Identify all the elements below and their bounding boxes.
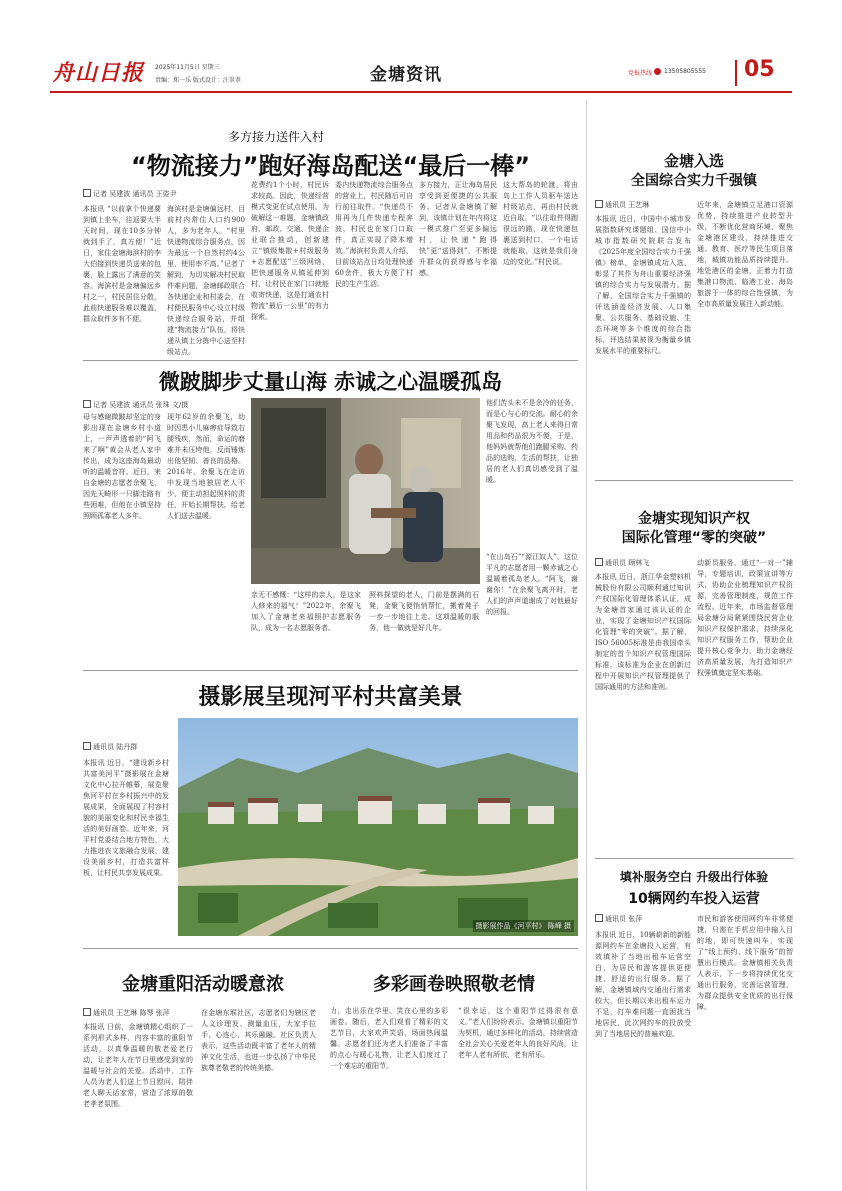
article-column: 力，走出乐在学里、笑在心里的多彩画卷。随后，老人们观看了精彩的文艺节目，大家欢声笑语，场面热闹温馨。志愿者们还为老人们准备了丰富的点心与暖心礼物，让老人们度过了一个难忘的重阳节。 <box>330 1007 448 1070</box>
column-divider <box>586 100 587 1190</box>
article-headline: 金塘入选 <box>663 152 724 170</box>
article-column: 照料探望的老人，门前是摆满的石凳，金聚飞便悄悄帮忙，搬着凳子一步一步地往上走。这项温暖的服务，他一做就是好几年。 <box>369 591 479 632</box>
article-column: 在金塘东堠社区，志愿者们为辖区老人义诊理发、测量血压，大家手拉手、心连心，其乐融融。社区负责人表示，这些活动既丰富了老年人的精神文化生活，也进一步弘扬了中华民族尊老敬老的传统美德。 <box>201 1009 316 1072</box>
article-byline <box>595 200 649 210</box>
article-column: 现年62岁的余聚飞，幼时因患小儿麻痹症导致右腿残疾，然而，命运的磨难并未压垮他，反而锤炼出他坚韧、善良的品格。2016年，余聚飞在走访中发现当地独居老人不少，便主动担起照料的责任，开始长期帮扶，给老人们送去温暖。 <box>167 413 245 520</box>
article-elderly-care <box>330 948 578 1184</box>
article-column: 亲无不感慨：“这样的亲人，是这家人修来的福气！”2022年，余聚飞加入了金塘老来福照护志愿服务队，成为一名志愿服务者。 <box>251 591 361 632</box>
article-volunteer <box>83 360 578 660</box>
village-photo <box>178 718 578 936</box>
byline-text: 通讯员 顾林飞 <box>605 559 650 567</box>
article-top-towns <box>595 138 793 468</box>
party-label: 党报热线 <box>628 70 653 77</box>
date-line: 2025年11月5日 星期三 <box>155 64 220 71</box>
article-ride-hailing <box>595 858 793 1188</box>
photo-caption: 摄影展作品《河平村》 陈峰 摄 <box>473 920 574 932</box>
masthead <box>0 0 842 95</box>
article-headline: 金塘实现知识产权 <box>638 511 750 527</box>
article-body: 本报讯 近日，“建设新乡村共富美河平”摄影展在金塘文化中心拉开帷幕，展览聚焦河平村在乡村振兴中的发展成果，全面展现了村容村貌的美丽变化和村民幸福生活的美好画卷。近年来，河平村党委结合地方特色，大力推进农文旅融合发展，建设美丽乡村，打造共富样板，让村民共享发展成果。 <box>83 759 169 877</box>
page-number: 05 <box>744 57 775 82</box>
article-byline <box>595 558 649 568</box>
article-subtitle: 多方接力送件入村 <box>228 130 325 144</box>
article-headline: “物流接力”跑好海岛配送“最后一棒” <box>130 152 531 180</box>
article-column: “很幸运，这个重阳节过得很有意义。”老人们纷纷表示。金塘镇以重阳节为契机，通过多样化的活动，持续营造全社会关心关爱老年人的良好风尚，让老年人老有所依、老有所乐。 <box>458 1007 578 1059</box>
article-headline: 微跛脚步丈量山海 赤诚之心温暖孤岛 <box>158 370 503 394</box>
section-rule <box>83 670 578 671</box>
article-column: 本报讯 近日，中国中小城市发展指数研究课题组、国信中小城市指数研究院联合发布《2025年度全国综合实力千强镇》榜单，金塘镇成功入选，彰显了其作为舟山重要经济强镇的综合实力与发展潜力。据了解，全国综合实力千强镇的评选涵盖经济发展、人口集聚、公共服务、基础设施、生态环境等多个维度的综合指标，评选结果被视为衡量乡镇发展水平的重要标尺。 <box>595 215 691 355</box>
article-headline: 摄影展呈现河平村共富美景 <box>198 685 463 710</box>
article-column: 花费约1个小时，村民诉求较高。因此，快递经营模式变更在试点使用。为破解这一难题，金塘镇政府、邮政、交通、快递企业联合推动，创新建立“镇级集散+村级服务+志愿配送”三级网络，把快递服务从镇延伸到村，让村民在家门口就能收寄快递，这是打通农村物流“最后一公里”的有力探索。 <box>251 181 329 321</box>
article-byline <box>83 742 137 752</box>
hotline-number: 13505805555 <box>664 68 706 75</box>
article-column: 多方接力，正让海岛居民享受到更便捷的公共服务。记者从金塘镇了解到，该镇计划在年内将这一模式推广至更多偏远村，让快递“跑得快”更“送得到”，不断提升群众的获得感与幸福感。 <box>419 181 497 277</box>
editor-line: 责编：郑一乐 版式设计：汪翠翠 <box>155 77 241 84</box>
article-column: 本报讯 “以前拿个快递要到镇上坐车，往返要大半天时间，现在10多分钟就到手了，真方便！”近日，家住金塘海滨村的李大伯接到快递员送来的包裹，脸上露出了满意的笑容。海滨村是金塘偏远乡村之一，村民居住分散，此前快递服务难以覆盖，群众取件多有不便。 <box>83 205 161 323</box>
section-rule <box>83 360 578 361</box>
article-column: 这大帮岛的轮渡，将由岛上工作人员驱车送达村级站点，再由村民就近自取。“以往取件得跑很远的路，现在快递包裹送到村口，一个电话就能取，这就是我们身边的变化。”村民说。 <box>503 181 578 266</box>
byline-text: 通讯员 王艺琳 <box>605 201 650 209</box>
article-column: 他们苦头未不是余冷的任务，而是心与心的交流。耐心的余聚飞发现，高上老人来得日常用品和药品很为不便，于是，他妈妈就帮他们跑腿采购。药品的选购，生活的帮扶，让独居的老人们真切感受到了温暖。 <box>486 399 578 484</box>
article-column: “在山岛石”“源江奴人”，这位平凡的志愿者用一颗赤诚之心温暖着孤岛老人。“阿飞，谢谢你！”在余聚飞离开时，老人们的声声道谢成了对他最好的回报。 <box>486 553 578 616</box>
article-byline <box>595 914 642 924</box>
article-headline: 金塘重阳活动暖意浓 <box>122 974 284 995</box>
article-column: 海滨村是金塘偏远村，目前村内常住人口约900人，多为老年人。“村里快递物流综合服务点，因为最远一个自然村约4公里，使用率不高。”记者了解到，为切实解决村民取件难问题，金塘邮政联合各快递企业和村委会，在村便民服务中心设立村级快递综合服务站，并组建“物流接力”队伍，将快递从镇上分拣中心送至村级站点。 <box>167 205 245 356</box>
article-headline: 10辆网约车投入运营 <box>628 891 760 907</box>
article-headline: 全国综合实力千强镇 <box>631 173 757 189</box>
article-byline <box>83 189 177 199</box>
phone-icon <box>654 68 661 75</box>
byline-text: 记者 吴建波 通讯员 王姿尹 <box>93 190 177 198</box>
section-rule <box>595 858 793 859</box>
village-photo-image <box>178 718 578 936</box>
article-logistics-relay <box>83 124 578 356</box>
byline-text: 通讯员 张萍 <box>605 915 643 923</box>
byline-text: 通讯员 陆丹群 <box>93 743 138 751</box>
article-byline <box>83 400 188 410</box>
article-headline: 填补服务空白 升级出行体验 <box>619 870 769 884</box>
article-double-ninth <box>83 948 323 1184</box>
volunteer-photo-image <box>251 398 480 584</box>
article-column: 本报讯 近日，浙江华金塑料机械股份有限公司顺利通过知识产权国际化管理体系认证，成为金塘首家通过该认证的企业，实现了金塘知识产权国际化管理“零的突破”。据了解，ISO 56005标准是由我国牵头制定的首个知识产权管理国际标准，该标准为企业在创新过程中开展知识产权管理提供了国际通用的方法和准则。 <box>595 573 691 691</box>
article-column: 近年来，金塘镇立足港口资源优势，持续推进产业转型升级，不断优化营商环境，聚焦金塘港区建设，持续推进交通、教育、医疗等民生项目落地，城镇功能品质持续提升。地处港区的金塘，正着力打造集港口物流、临港工业、海岛旅游于一体的综合性强镇，为全市高质量发展注入新动能。 <box>697 201 793 308</box>
article-byline <box>83 1008 170 1018</box>
article-headline: 多彩画卷映照敬老情 <box>373 974 535 995</box>
article-column: 母与感谢微跛却坚定的身影出现在金塘乡村小道上，一声声透着的“阿飞来了啊”黄会从老人家中传出，成为这座海岛最动听的温暖音符。近日，来自金塘的志愿者余聚飞，因先天畸形一只脚走路有些困难，但他在小镇坚持照顾孤寡老人多年。 <box>83 413 161 520</box>
section-rule <box>595 480 793 481</box>
article-column: 本报讯 近日，10辆崭新的新能源网约车在金塘投入运营，有效填补了当地出租车运营空白，为居民和游客提供更便捷、舒适的出行服务。据了解，金塘镇域内交通出行需求较大，但长期以来出租车运力不足，打车难问题一直困扰当地居民，此次网约车的投放受到了当地居民的普遍欢迎。 <box>595 931 691 1038</box>
newspaper-logo: 舟山日报 <box>52 60 145 86</box>
article-column: 本报讯 日前，金塘镇精心组织了一系列形式多样、内容丰富的重阳节活动，以真挚温暖的敬老爱老行动，让老年人在节日里感受到家的温暖与社会的关爱。活动中，工作人员为老人们送上节日慰问，陪伴老人聊天话家常，营造了浓厚的敬老孝老氛围。 <box>83 1023 193 1108</box>
article-ip-management <box>595 480 793 850</box>
article-headline: 国际化管理“零的突破” <box>621 530 767 546</box>
article-photo-exhibition <box>83 670 578 940</box>
page-number-divider <box>735 60 737 86</box>
article-column: 动新员服务，通过“一对一”辅导，专题培训，政策宣讲等方式，协助企业梳理知识产权资源，完善管理制度，规范工作流程。近年来，市场监督管理局金塘分局紧紧围绕民营企业知识产权保护需求，持续深化知识产权服务工作，帮助企业提升核心竞争力，助力金塘经济高质量发展，为打造知识产权强镇奠定坚实基础。 <box>697 559 793 677</box>
byline-text: 记者 吴建波 通讯员 张珠 文/摄 <box>93 401 189 409</box>
section-title: 金塘资讯 <box>370 65 442 85</box>
byline-text: 通讯员 王艺琳 陈琴 张萍 <box>93 1009 170 1017</box>
masthead-rule <box>50 91 792 93</box>
article-column: 委内快递物流综合服务点的营业上，村民随后可自行前往取件。“快递员不用再为几件快递专程奔波，村民也在家门口取件，真正实现了降本增效。”海滨村负责人介绍，目前该站点日均处理快递60余件，极大方便了村民的生产生活。 <box>335 181 413 288</box>
volunteer-photo <box>251 398 480 584</box>
article-column: 市民和游客使用网约车非常便捷，只需在手机应用中输入目的地，即可快速叫车，实现了“线上预约、线下服务”的智慧出行模式。金塘镇相关负责人表示，下一步将持续优化交通出行服务，完善运营管理，为群众提供安全优质的出行保障。 <box>697 915 793 1011</box>
